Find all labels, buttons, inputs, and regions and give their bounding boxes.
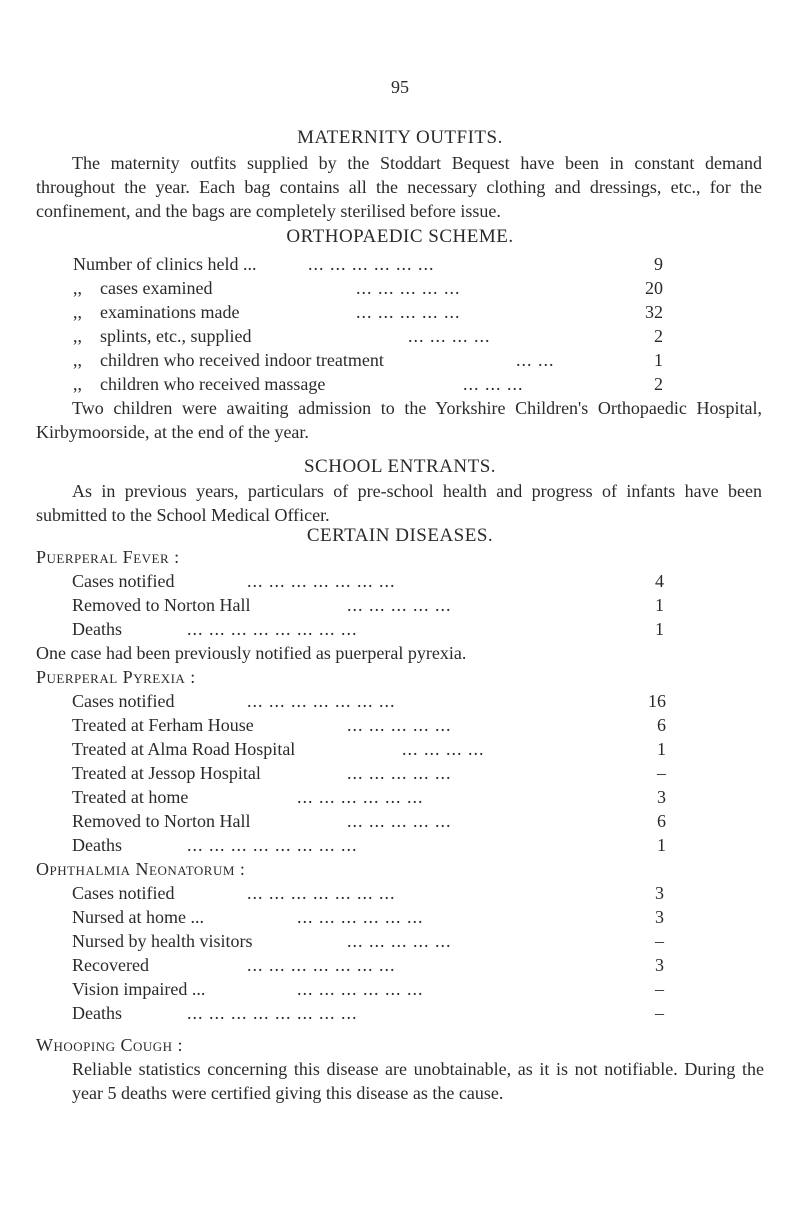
school-heading: SCHOOL ENTRANTS. [303,456,497,477]
puerperal-fever-row [72,593,664,617]
row-value: 6 [657,715,666,735]
row-label: Recovered [72,955,149,975]
row-label: Removed to Norton Hall [72,595,251,615]
row-value: 6 [657,811,666,831]
row-value: – [655,931,664,951]
row-value: 2 [654,326,663,346]
school-text: As in previous years, particulars of pre-school health and progress of infants have been submitted to the School Medical Officer. [36,481,762,525]
row-label: Nursed at home ... [72,907,204,927]
whooping-cough-paragraph: Reliable statistics concerning this disease are unobtainable, as it is not notifiable. During the year 5 deaths were certified giving this disease as the cause. [72,1059,764,1103]
row-label: Deaths [72,1003,122,1023]
row-value: 1 [654,350,663,370]
row-label: Cases notified [72,883,175,903]
puerperal-pyrexia-row [72,761,666,785]
ophthalmia-row [72,905,664,929]
maternity-heading: MATERNITY OUTFITS. [297,127,503,148]
row-value: – [655,1003,664,1023]
row-label: Treated at Alma Road Hospital [72,739,296,759]
row-leader: ... ... ... ... ... ... ... ... [187,835,358,855]
row-leader: ... ... ... ... ... [347,811,452,831]
row-label: ,, splints, etc., supplied [73,326,252,346]
puerperal-fever-note: One case had been previously notified as puerperal pyrexia. [36,643,467,663]
puerperal-pyrexia-row [72,785,666,809]
row-label: Removed to Norton Hall [72,811,251,831]
row-label: Treated at Ferham House [72,715,254,735]
row-leader: ... ... ... ... ... [347,763,452,783]
row-value: 1 [657,835,666,855]
row-leader: ... ... ... ... ... ... [308,254,435,274]
row-leader: ... ... ... ... ... [356,302,461,322]
row-leader: ... ... ... ... ... [347,595,452,615]
row-label: Deaths [72,835,122,855]
puerperal-fever-row [72,569,664,593]
row-label: Treated at Jessop Hospital [72,763,261,783]
diseases-heading: CERTAIN DISEASES. [306,525,494,546]
row-label: Nursed by health visitors [72,931,253,951]
row-leader: ... ... ... ... ... ... [297,787,424,807]
ophthalmia-row [72,1001,664,1025]
puerperal-pyrexia-row [72,689,666,713]
row-value: 2 [654,374,663,394]
row-leader: ... ... ... ... ... ... ... ... [187,619,358,639]
orthopaedic-row [73,372,663,396]
row-value: 3 [657,787,666,807]
row-leader: ... ... ... ... ... [347,931,452,951]
ophthalmia-row [72,929,664,953]
puerperal-fever-title: Puerperal Fever : [36,547,180,567]
row-label: Vision impaired ... [72,979,206,999]
row-label: Deaths [72,619,122,639]
row-leader: ... ... ... ... ... [356,278,461,298]
row-value: 16 [648,691,666,711]
orthopaedic-heading: ORTHOPAEDIC SCHEME. [286,226,514,247]
puerperal-pyrexia-row [72,737,666,761]
row-leader: ... ... ... [463,374,524,394]
row-value: – [657,763,666,783]
row-label: ,, children who received massage [73,374,326,394]
row-label: ,, examinations made [73,302,240,322]
row-label: Number of clinics held ... [73,254,257,274]
maternity-text: The maternity outfits supplied by the Stoddart Bequest have been in constant demand throughout the year. Each bag contains all the necessary clothing and dressings, etc., for the confinement, and the bags are completely sterilised before issue. [36,153,762,221]
row-leader: ... ... ... ... ... ... ... [247,691,396,711]
ophthalmia-row [72,977,664,1001]
orthopaedic-note [36,396,762,444]
row-leader: ... ... ... ... ... [347,715,452,735]
school-paragraph [36,479,762,527]
row-label: Treated at home [72,787,189,807]
row-leader: ... ... [516,350,555,370]
orthopaedic-row [73,276,663,300]
row-leader: ... ... ... ... ... ... [297,907,424,927]
page-number: 95 [391,77,409,97]
row-leader: ... ... ... ... ... ... ... [247,571,396,591]
row-value: 1 [655,619,664,639]
puerperal-pyrexia-title: Puerperal Pyrexia : [36,667,196,687]
ophthalmia-row [72,953,664,977]
row-value: 32 [645,302,663,322]
row-leader: ... ... ... ... ... ... ... ... [187,1003,358,1023]
ophthalmia-row [72,881,664,905]
row-value: – [655,979,664,999]
row-label: ,, cases examined [73,278,213,298]
row-value: 1 [655,595,664,615]
row-value: 3 [655,955,664,975]
puerperal-pyrexia-row [72,809,666,833]
ophthalmia-title: Ophthalmia Neonatorum : [36,859,246,879]
orthopaedic-row [73,348,663,372]
orthopaedic-row [73,252,663,276]
row-value: 1 [657,739,666,759]
row-value: 3 [655,907,664,927]
puerperal-fever-row [72,617,664,641]
row-leader: ... ... ... ... ... ... [297,979,424,999]
row-label: ,, children who received indoor treatment [73,350,384,370]
maternity-paragraph [36,151,762,223]
row-value: 9 [654,254,663,274]
row-leader: ... ... ... ... ... ... ... [247,883,396,903]
row-leader: ... ... ... ... ... ... ... [247,955,396,975]
puerperal-pyrexia-row [72,713,666,737]
orthopaedic-row [73,300,663,324]
row-leader: ... ... ... ... [402,739,485,759]
row-label: Cases notified [72,691,175,711]
orthopaedic-row [73,324,663,348]
orthopaedic-note-text: Two children were awaiting admission to the Yorkshire Children's Orthopaedic Hospital, Kirbymoorside, at the end of the year. [36,398,762,442]
row-value: 20 [645,278,663,298]
row-label: Cases notified [72,571,175,591]
row-value: 4 [655,571,664,591]
row-leader: ... ... ... ... [408,326,491,346]
puerperal-pyrexia-row [72,833,666,857]
row-value: 3 [655,883,664,903]
whooping-cough-title: Whooping Cough : [36,1035,184,1055]
